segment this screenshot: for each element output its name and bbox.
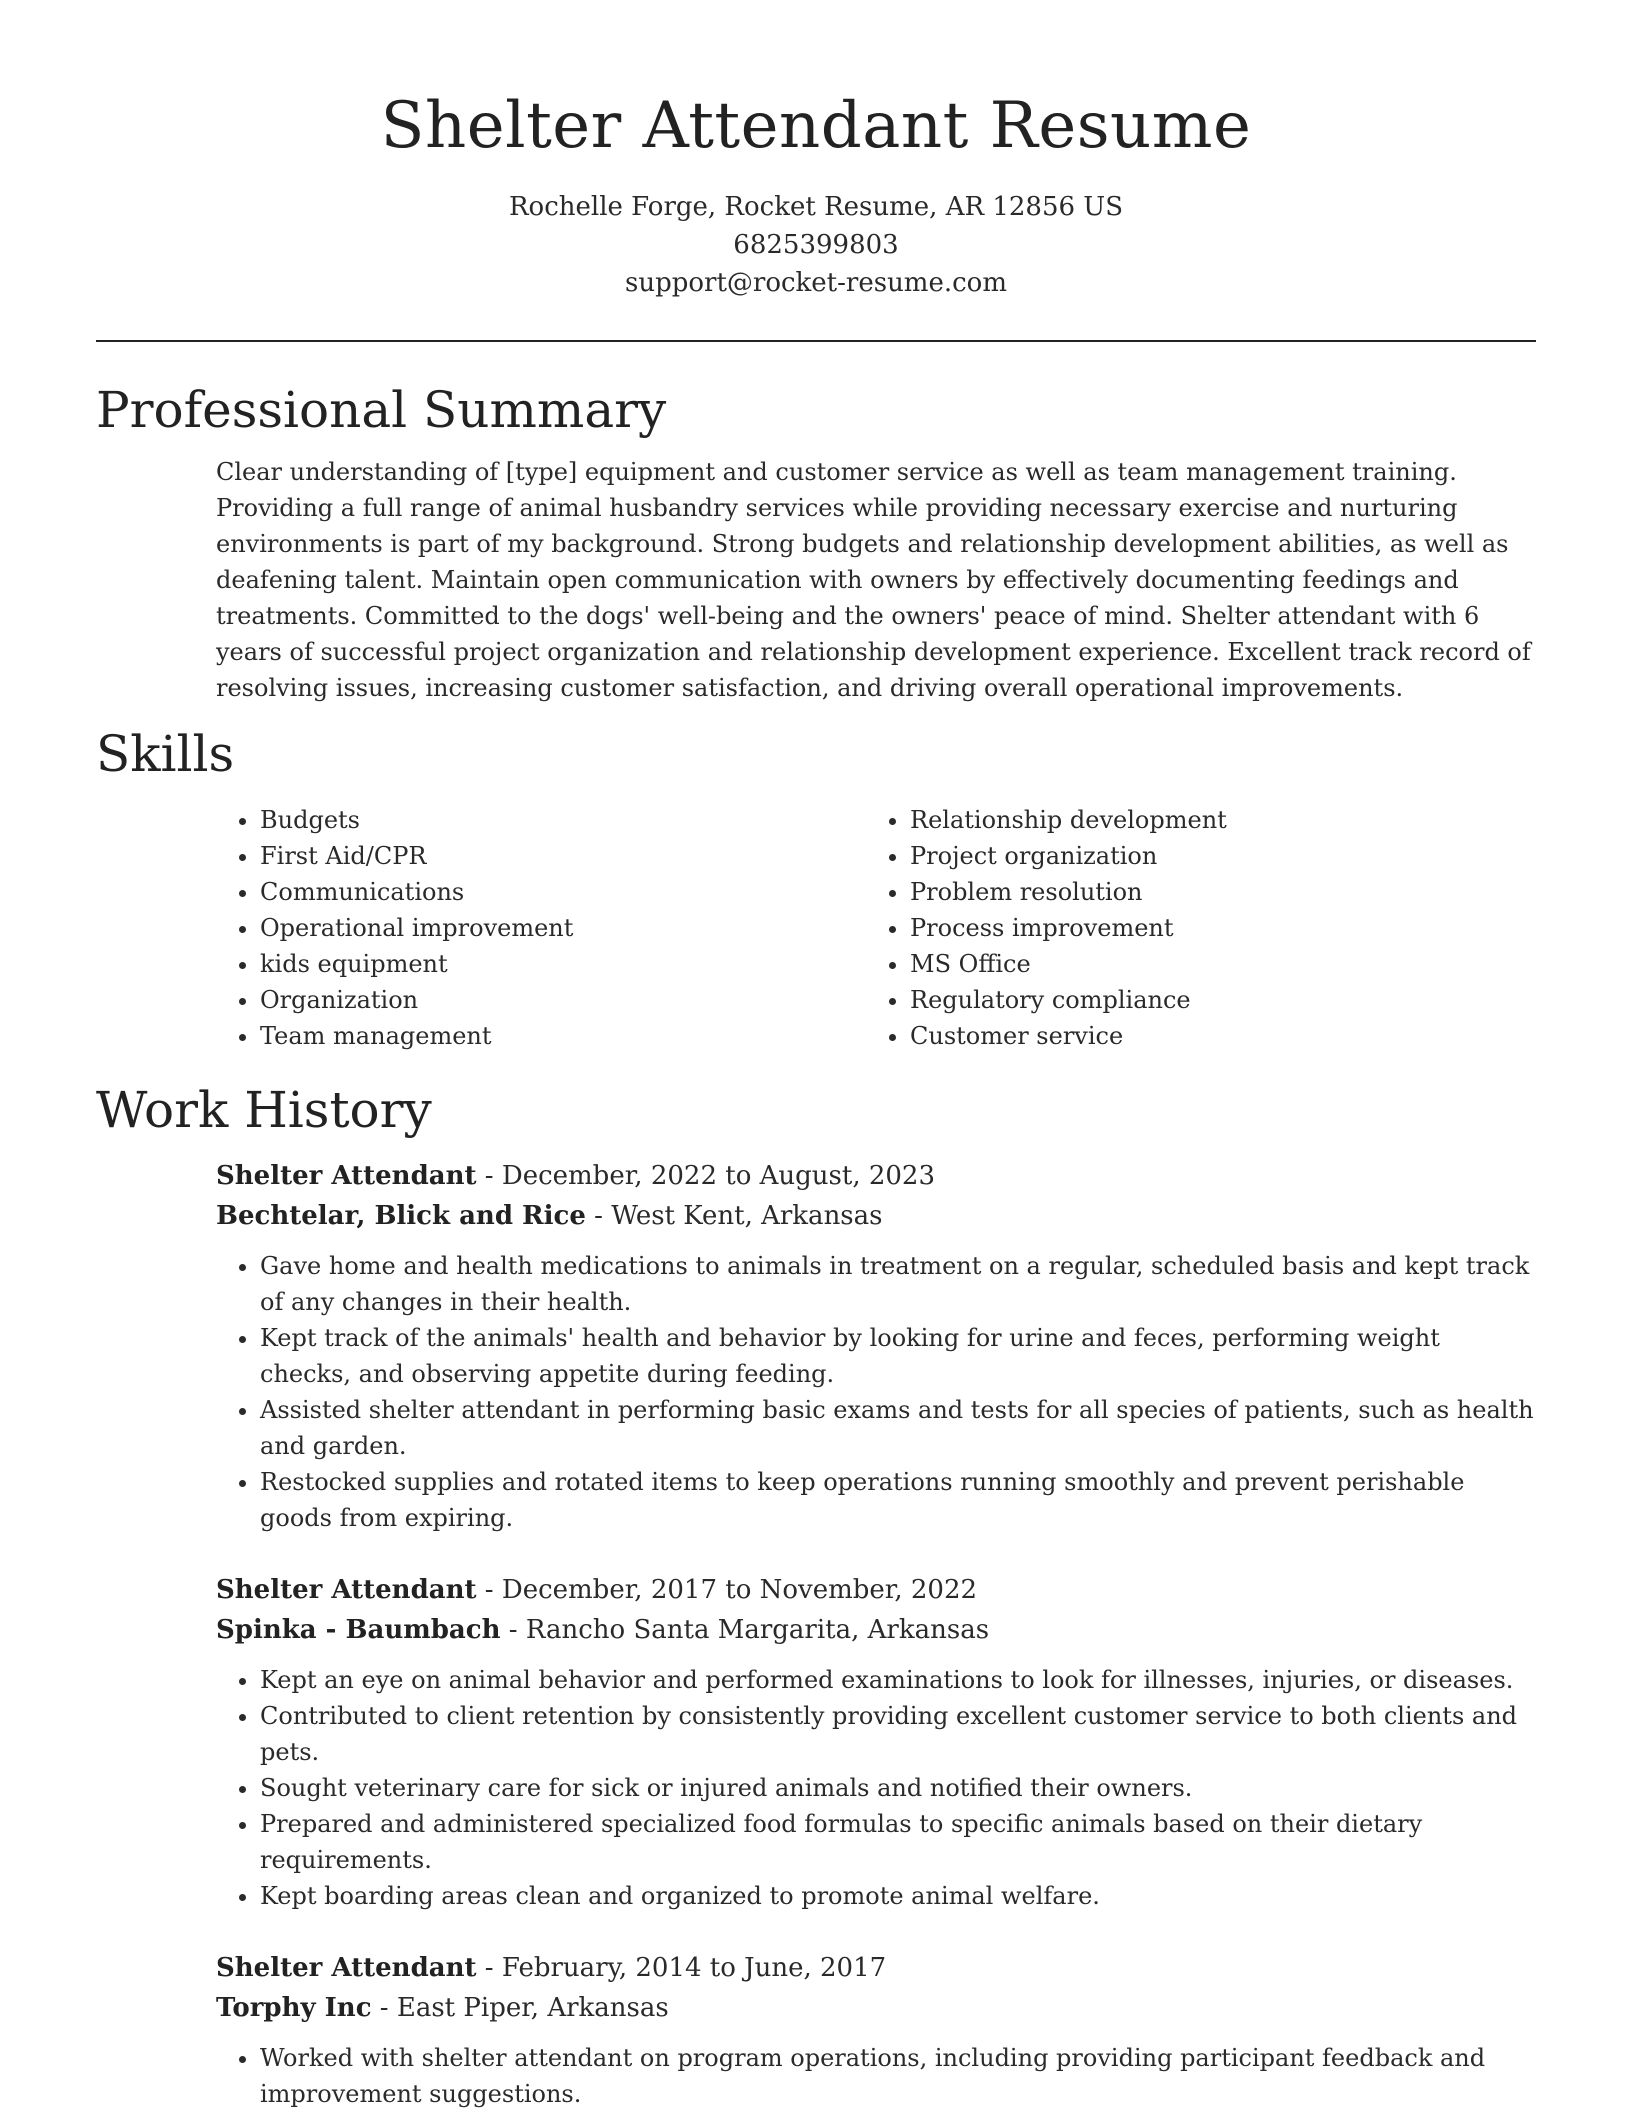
job-entry [216,1948,1536,2112]
skill-item: • Customer service [910,1018,1516,1054]
job-company: Bechtelar, Blick and Rice [216,1201,586,1231]
job-duty: • Sought veterinary care for sick or injured animals and notified their owners. [260,1770,1536,1806]
job-title: Shelter Attendant [216,1953,477,1983]
resume-page [96,0,1536,2112]
contact-address: Rochelle Forge, Rocket Resume, AR 12856 US [508,192,1124,222]
job-duty: • Worked with shelter attendant on program operations, including providing participant feedback and improvement suggestions. [260,2040,1536,2112]
job-company-line [216,1196,1536,1236]
job-duty: • Restocked supplies and rotated items to keep operations running smoothly and prevent perishable goods from expiring. [260,1464,1536,1536]
resume-title: Shelter Attendant Resume [380,89,1252,163]
job-dates: - December, 2017 to November, 2022 [476,1575,978,1605]
skill-item: • First Aid/CPR [260,838,866,874]
job-dates: - February, 2014 to June, 2017 [476,1953,887,1983]
job-duty: • Contributed to client retention by consistently providing excellent customer service to both clients and pets. [260,1698,1536,1770]
job-title-line [216,1156,1536,1196]
job-duty: • Kept track of the animals' health and behavior by looking for urine and feces, performing weight checks, and observing appetite during feeding. [260,1320,1536,1392]
job-entry [216,1570,1536,1914]
work-history-heading: Work History [96,1081,432,1139]
job-duty: • Kept boarding areas clean and organized to promote animal welfare. [260,1878,1536,1914]
job-title-line [216,1570,1536,1610]
skill-item: • MS Office [910,946,1516,982]
contact-email: support@rocket-resume.com [624,268,1007,298]
skill-item: • Budgets [260,802,866,838]
job-duty: • Prepared and administered specialized food formulas to specific animals based on their dietary requirements. [260,1806,1536,1878]
skills-heading: Skills [96,725,235,783]
contact-phone: 6825399803 [733,230,899,260]
skill-item: • Process improvement [910,910,1516,946]
skill-item: • Problem resolution [910,874,1516,910]
job-title-line [216,1948,1536,1988]
skill-item: • Relationship development [910,802,1516,838]
skills-column-right [866,802,1516,1054]
job-duties [216,2040,1536,2112]
job-location: - Rancho Santa Margarita, Arkansas [500,1615,990,1645]
job-company-line [216,1988,1536,2028]
skills-list [216,802,1536,1054]
skill-item: • Organization [260,982,866,1018]
job-location: - East Piper, Arkansas [371,1993,669,2023]
job-duty: • Gave home and health medications to animals in treatment on a regular, scheduled basis and kept track of any changes in their health. [260,1248,1536,1320]
skill-item: • Team management [260,1018,866,1054]
job-duties [216,1662,1536,1914]
job-location: - West Kent, Arkansas [585,1201,883,1231]
skill-item: • kids equipment [260,946,866,982]
header-divider [96,340,1536,342]
skill-item: • Operational improvement [260,910,866,946]
summary-text: Clear understanding of [type] equipment and customer service as well as team management training. Providing a full range of animal husbandry services while providing necessary exercise and nurturing environments is part of my background. Strong budgets and relationship development abilities, as well as deafening talent. Maintain open communication with owners by effectively documenting feedings and treatments. Committed to the dogs' well-being and the owners' peace of mind. Shelter attendant with 6 years of successful project organization and relationship development experience. Excellent track record of resolving issues, increasing customer satisfaction, and driving overall operational improvements. [216,458,1531,702]
skill-item: • Regulatory compliance [910,982,1516,1018]
job-duties [216,1248,1536,1536]
job-company: Torphy Inc [216,1993,372,2023]
summary-heading: Professional Summary [96,381,667,439]
job-duty: • Assisted shelter attendant in performing basic exams and tests for all species of patients, such as health and garden. [260,1392,1536,1464]
skill-item: • Communications [260,874,866,910]
job-entry [216,1156,1536,1536]
contact-block [96,188,1536,302]
skill-item: • Project organization [910,838,1516,874]
job-title: Shelter Attendant [216,1161,477,1191]
skills-column-left [216,802,866,1054]
job-dates: - December, 2022 to August, 2023 [476,1161,936,1191]
job-duty: • Kept an eye on animal behavior and performed examinations to look for illnesses, injuries, or diseases. [260,1662,1536,1698]
job-title: Shelter Attendant [216,1575,477,1605]
job-company: Spinka - Baumbach [216,1615,501,1645]
job-company-line [216,1610,1536,1650]
